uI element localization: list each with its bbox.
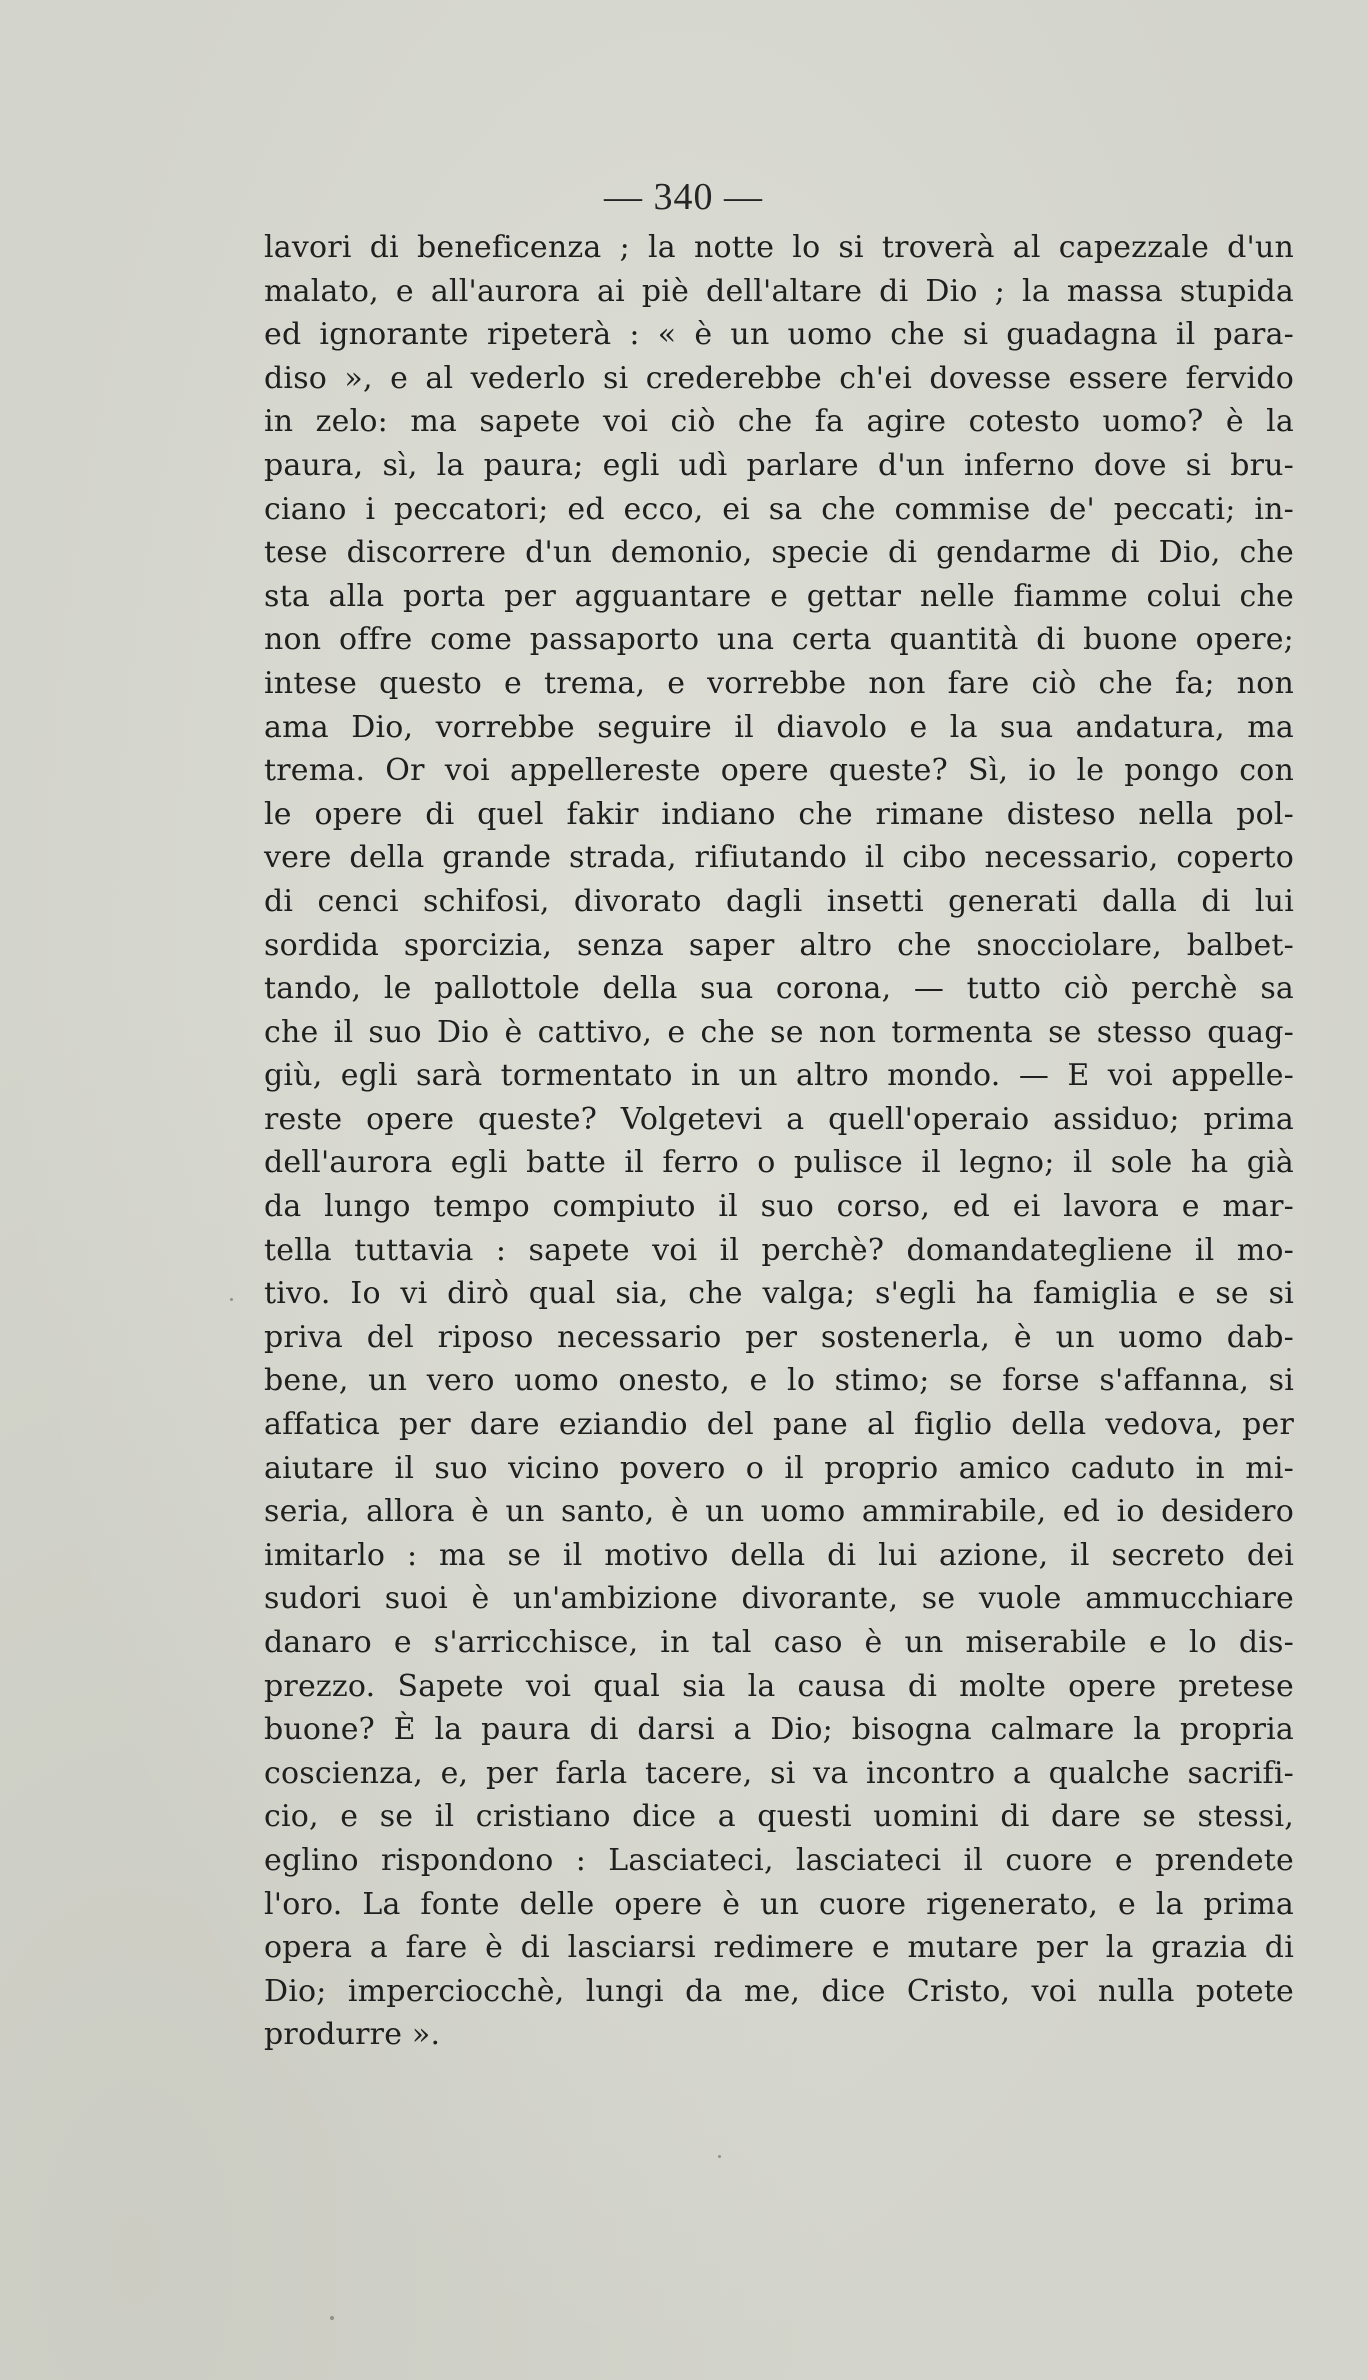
text-line: ama Dio, vorrebbe seguire il diavolo e la sua andatura, ma [264,709,1294,745]
text-line: intese questo e trema, e vorrebbe non fare ciò che fa; non [264,665,1294,701]
text-line: reste opere queste? Volgetevi a quell'operaio assiduo; prima [264,1101,1294,1137]
text-line: ciano i peccatori; ed ecco, ei sa che commise de' peccati; in- [264,491,1294,527]
text-line: che il suo Dio è cattivo, e che se non tormenta se stesso quag- [264,1014,1294,1050]
text-line: coscienza, e, per farla tacere, si va incontro a qualche sacrifi- [264,1755,1294,1791]
text-line: le opere di quel fakir indiano che rimane disteso nella pol- [264,796,1294,832]
text-line: Dio; imperciocchè, lungi da me, dice Cristo, voi nulla potete [264,1973,1294,2009]
text-line: da lungo tempo compiuto il suo corso, ed ei lavora e mar- [264,1189,1294,1225]
text-line: dell'aurora egli batte il ferro o pulisce il legno; il sole ha già [264,1145,1294,1181]
text-line: ed ignorante ripeterà : « è un uomo che si guadagna il para- [264,317,1294,353]
text-line: diso », e al vederlo si crederebbe ch'ei dovesse essere fervido [264,360,1294,396]
text-line: buone? È la paura di darsi a Dio; bisogna calmare la propria [264,1712,1294,1748]
text-line: lavori di beneficenza ; la notte lo si troverà al capezzale d'un [264,230,1294,265]
text-line: imitarlo : ma se il motivo della di lui azione, il secreto dei [264,1537,1294,1573]
text-line: bene, un vero uomo onesto, e lo stimo; se forse s'affanna, si [264,1363,1294,1399]
text-line: affatica per dare eziandio del pane al figlio della vedova, per [264,1407,1294,1443]
text-line: paura, sì, la paura; egli udì parlare d'un inferno dove si bru- [264,447,1294,483]
text-line: seria, allora è un santo, è un uomo ammirabile, ed io desidero [264,1494,1294,1530]
text-line: trema. Or voi appellereste opere queste? Sì, io le pongo con [264,753,1294,789]
text-line: sordida sporcizia, senza saper altro che snocciolare, balbet- [264,927,1294,963]
text-line: priva del riposo necessario per sostenerla, è un uomo dab- [264,1319,1294,1355]
text-line: aiutare il suo vicino povero o il proprio amico caduto in mi- [264,1450,1294,1486]
text-line: tella tuttavia : sapete voi il perchè? domandategliene il mo- [264,1232,1294,1268]
text-line: tando, le pallottole della sua corona, — tutto ciò perchè sa [264,971,1294,1007]
text-line: tese discorrere d'un demonio, specie di gendarme di Dio, che [264,535,1294,571]
body-text [264,226,1294,2057]
text-line: l'oro. La fonte delle opere è un cuore rigenerato, e la prima [264,1886,1294,1922]
text-line: giù, egli sarà tormentato in un altro mondo. — E voi appelle- [264,1058,1294,1094]
paper-speck [230,1298,233,1301]
text-line: tivo. Io vi dirò qual sia, che valga; s'egli ha famiglia e se si [264,1276,1294,1312]
text-line: danaro e s'arricchisce, in tal caso è un miserabile e lo dis- [264,1625,1294,1660]
text-line: di cenci schifosi, divorato dagli insetti generati dalla di lui [264,883,1294,919]
page-number: — 340 — [604,176,763,218]
text-line: sudori suoi è un'ambizione divorante, se vuole ammucchiare [264,1581,1294,1617]
paper-speck [718,2155,721,2158]
text-line: vere della grande strada, rifiutando il cibo necessario, coperto [264,840,1294,876]
text-line: produrre ». [264,2017,441,2053]
text-line: non offre come passaporto una certa quantità di buone opere; [264,622,1294,658]
paper-speck [330,2316,334,2320]
text-line: opera a fare è di lasciarsi redimere e mutare per la grazia di [264,1930,1294,1966]
text-line: cio, e se il cristiano dice a questi uomini di dare se stessi, [264,1799,1294,1835]
text-line: sta alla porta per agguantare e gettar nelle fiamme colui che [264,578,1294,614]
text-line: malato, e all'aurora ai piè dell'altare di Dio ; la massa stupida [264,273,1294,309]
text-line: eglino rispondono : Lasciateci, lasciateci il cuore e prendete [264,1842,1294,1878]
text-line: in zelo: ma sapete voi ciò che fa agire cotesto uomo? è la [264,404,1294,440]
text-line: prezzo. Sapete voi qual sia la causa di molte opere pretese [264,1668,1294,1704]
